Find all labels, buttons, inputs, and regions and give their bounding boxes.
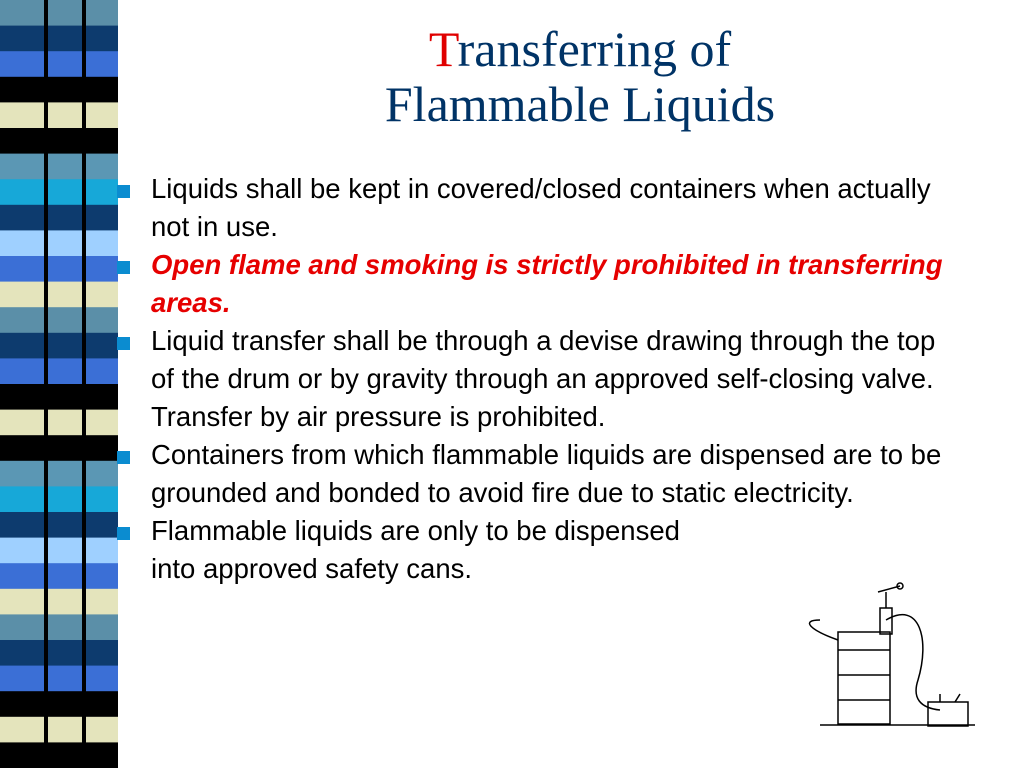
title-line-1 — [300, 22, 860, 77]
bullet-square-icon — [117, 261, 130, 274]
bullet-text: Liquid transfer shall be through a devise drawing through the top of the drum or by gravity through an approved self-closing valve. Transfer by air pressure is prohibited. — [151, 325, 936, 432]
bullet-text: Liquids shall be kept in covered/closed containers when actually not in use. — [151, 173, 931, 242]
bullet-item-warning — [0, 246, 951, 322]
bullet-item — [0, 512, 731, 588]
strip-block — [0, 691, 118, 717]
strip-block — [0, 640, 118, 666]
title-line-2: Flammable Liquids — [384, 76, 776, 132]
strip-block — [0, 717, 118, 743]
strip-block — [0, 26, 118, 52]
strip-block — [0, 614, 118, 640]
bullet-square-icon — [117, 185, 130, 198]
bullet-item — [0, 170, 951, 246]
bullet-square-icon — [117, 337, 130, 350]
slide-title — [300, 22, 860, 132]
strip-block — [0, 666, 118, 692]
strip-block — [0, 0, 118, 26]
bullet-square-icon — [117, 451, 130, 464]
bullet-item — [0, 436, 951, 512]
bullet-list — [0, 170, 951, 588]
strip-block — [0, 589, 118, 615]
strip-block — [0, 77, 118, 103]
bullet-square-icon — [117, 527, 130, 540]
title-rest: ransferring of — [457, 21, 732, 77]
bullet-text: Open flame and smoking is strictly prohibited in transferring areas. — [151, 249, 943, 318]
strip-block — [0, 51, 118, 77]
drum-pump-icon — [800, 580, 985, 730]
strip-block — [0, 742, 118, 768]
bullet-text: Flammable liquids are only to be dispensed into approved safety cans. — [151, 515, 680, 584]
bullet-item — [0, 322, 951, 436]
strip-block — [0, 128, 118, 154]
bullet-text: Containers from which flammable liquids are dispensed are to be grounded and bonded to avoid fire due to static electricity. — [151, 439, 942, 508]
title-first-letter: T — [428, 21, 458, 77]
strip-block — [0, 102, 118, 128]
